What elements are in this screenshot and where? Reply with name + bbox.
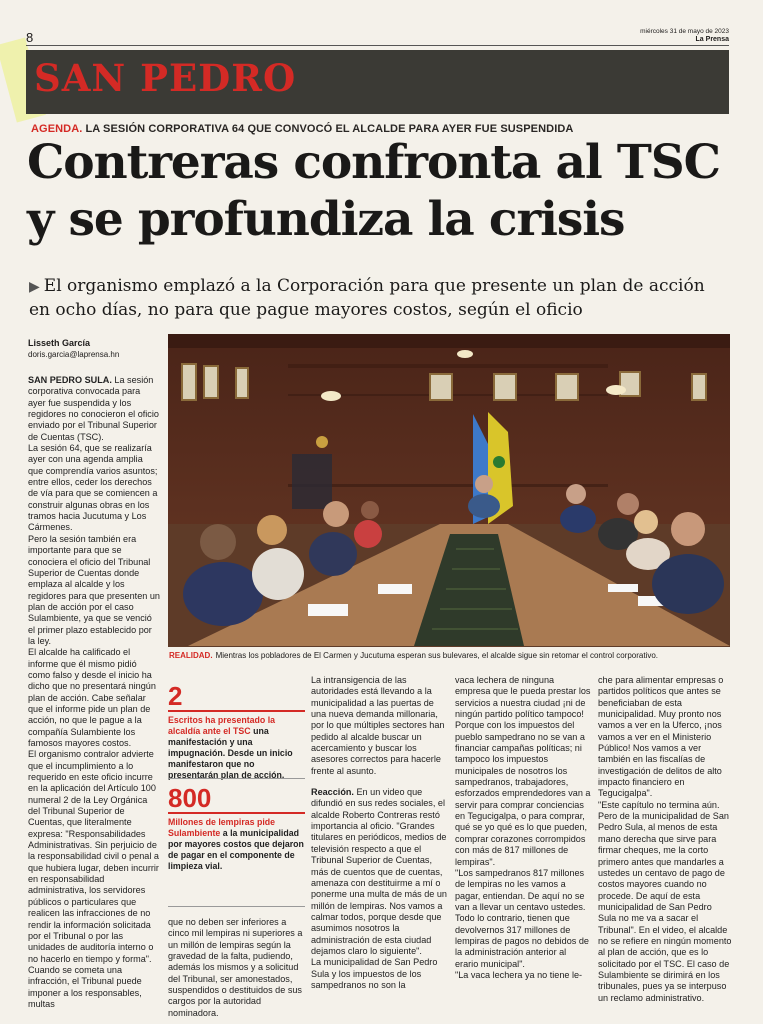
- headline-line-1: Contreras confronta al TSC: [27, 135, 720, 190]
- paragraph: que no deben ser inferiores a cinco mil lempiras ni superiores a un millón de lempiras según la gravedad de la falta, pudiendo, además los mismos y a solicitud del Tribunal, ser amonestados, suspendidos o destituidos de sus cargos por la autoridad nominadora.: [168, 917, 303, 1018]
- newspaper-name: La Prensa: [695, 35, 729, 43]
- issue-date: miércoles 31 de mayo de 2023: [640, 28, 729, 35]
- kicker-text: LA SESIÓN CORPORATIVA 64 QUE CONVOCÓ EL ALCALDE PARA AYER FUE SUSPENDIDA: [85, 123, 574, 135]
- fact-separator: [168, 778, 305, 779]
- photo-caption: [169, 651, 731, 660]
- article-column-3: [311, 675, 447, 991]
- meeting-photo: [168, 334, 730, 647]
- paragraph: "Los sampedranos 817 millones de lempiras no les vamos a pagar, entiendan. De aquí no se van a llevar un centavo ustedes. Todo lo contrario, tienen que devolvernos 317 millones de lempiras de pagos no debidos de la administración anterior al erario municipal".: [455, 867, 589, 969]
- byline: [28, 337, 119, 361]
- fact-text: Escritos ha presentado la alcaldía ante el TSC una manifestación y una impugnación. Desde un inicio manifestaron que no presentarán plan de acción.: [168, 715, 293, 780]
- article-column-2: [168, 917, 304, 1019]
- kicker-tag: AGENDA.: [31, 123, 83, 135]
- subhead: Reacción.: [311, 787, 354, 798]
- paragraph: La sesión 64, que se realizaría ayer con una agenda amplia que comprendía varios asuntos; entre ellos, ceder los derechos de vía para que se comiencen a construir algunas obras en los tramos hacia Jucutuma y Los Cármenes.: [28, 443, 158, 533]
- article-column-1: [28, 375, 160, 1010]
- fact-separator: [168, 906, 305, 907]
- section-title: SAN PEDRO: [34, 56, 297, 100]
- page-number: 8: [26, 30, 34, 45]
- author-email: doris.garcia@laprensa.hn: [28, 350, 120, 359]
- headline-line-2: y se profundiza la crisis: [27, 192, 625, 247]
- article-column-5: [598, 675, 732, 1004]
- top-rule: [26, 45, 729, 46]
- triangle-icon: ▶: [29, 279, 40, 295]
- fact-box-1: [168, 681, 305, 781]
- caption-text: Mientras los pobladores de El Carmen y Jucutuma esperan sus bulevares, el alcalde sigue sin retomar el control corporativo.: [215, 651, 659, 660]
- fact-number: 2: [168, 681, 183, 711]
- paragraph: La municipalidad de San Pedro Sula y los impuestos de los sampedranos no son la: [311, 957, 438, 990]
- paragraph: Reacción. En un video que difundió en sus redes sociales, el alcalde Roberto Contreras restó importancia al oficio. "Grandes titulares en periódicos, medios de televisión respecto a que el Tribunal Superior de Cuentas, más de cuentos que de cuentas, amenaza con destituirme a mí o ponerme una multa de más de un millón de lempiras. Nos vamos a calmar todos, porque desde que asumimos nosotros la administración de esta ciudad dejamos claro lo siguiente".: [311, 787, 447, 956]
- paragraph: El organismo contralor advierte que el incumplimiento a lo requerido en este oficio incurre en la aplicación del Artículo 100 numeral 2 de la Ley Orgánica del Tribunal Superior de Cuentas, que literalmente expresa: "Responsabilidades Administrativas. Sin perjuicio de la responsabilidad civil o penal a que hubiera lugar, deben incurrir en responsabilidad administrativa, los servidores públicos o particulares que realicen las infracciones de no rendir la información solicitada por el Tribunal o por las unidades de auditoría interno o no hacerlo en tiempo y forma".: [28, 749, 159, 964]
- deck-text: El organismo emplazó a la Corporación para que presente un plan de acción en ocho días, no para que pague mayores costos, según el oficio: [29, 276, 705, 320]
- dateline: SAN PEDRO SULA.: [28, 375, 112, 385]
- meeting-room-illustration: [168, 334, 730, 647]
- masthead-info: [640, 29, 729, 43]
- author-name: Lisseth García: [28, 338, 91, 348]
- paragraph: La intransigencia de las autoridades está llevando a la municipalidad a las puertas de una nueva demanda millonaria, por lo que múltiples sectores han pedido al alcalde buscar un acercamiento y buscar los asesores correctos para hacerle frente al asunto.: [311, 675, 445, 776]
- fact-divider: [168, 710, 305, 712]
- headline: [27, 134, 737, 248]
- paragraph: SAN PEDRO SULA. La sesión corporativa convocada para ayer fue suspendida y los regidores no conocieron el oficio enviado por el Tribunal Superior de Cuentas (TSC).: [28, 375, 159, 442]
- fact-number: 800: [168, 783, 212, 813]
- paragraph: "La vaca lechera ya no tiene le-: [455, 969, 583, 980]
- fact-box-2: [168, 783, 305, 872]
- paragraph: El alcalde ha calificado el informe que él mismo pidió como falso y desde el inicio ha dicho que no presentará ningún plan de acción. Cabe señalar que el informe pide un plan de acción, no que le pague a la compañía Sulambiente los famosos mayores costos.: [28, 647, 156, 748]
- caption-tag: REALIDAD.: [169, 651, 213, 660]
- paragraph: che para alimentar empresas o partidos políticos que antes se beneficiaban de esta municipalidad. Muy pronto nos vamos a ver en la Uferco, ¡nos vamos a ver en el Ministerio Público! Nos vamos a ver también en las fiscalías de investigación de delitos de alto impacto financiero en Tegucigalpa".: [598, 675, 724, 799]
- paragraph: Cuando se cometa una infracción, el Tribunal puede imponer a los responsables, multas: [28, 964, 142, 1009]
- deck: [29, 275, 729, 322]
- paragraph: Pero la sesión también era importante para que se conociera el oficio del Tribunal Superior de Cuentas donde emplaza al alcalde y los regidores para que presenten un plan de acción por el caso Sulambiente, ya que se venció el primer plazo establecido por la ley.: [28, 533, 160, 646]
- article-column-4: [455, 675, 591, 981]
- paragraph: vaca lechera de ninguna empresa que le pueda prestar los servicios a nuestra ciudad ¡ni de ningún partido político tampoco! Porque con los impuestos del pueblo sampedrano no se van a financiar campañas políticas; ni tampoco los impuestos municipales de nosotros los sampedranos, trabajadores, esforzados emprendedores van a servir para comprar conciencias en Tegucigalpa, o para comprar, qué se yo qué es lo que pueden, comprar corazones corrompidos con más de 817 millones de lempiras".: [455, 675, 591, 867]
- fact-text: Millones de lempiras pide Sulambiente a la municipalidad por mayores costos que dejaron de pagar en el componente de limpieza vial.: [168, 817, 304, 871]
- paragraph: "Este capítulo no termina aún. Pero de la municipalidad de San Pedro Sula, al menos de esta mano derecha que sirve para firmar cheques, me la corto primero antes que mandarles a ustedes un centavo de pago de costos mayores cuando no procede. De aquí de esta municipalidad de San Pedro Sula no me va a sacar el Tribunal". En el video, el alcalde no se refiere en ningún momento al plan de acción, que es lo solicitado por el TSC. El caso de Sulambiente se dirimirá en los tribunales, pues ya se interpuso un reclamo administrativo.: [598, 799, 732, 1003]
